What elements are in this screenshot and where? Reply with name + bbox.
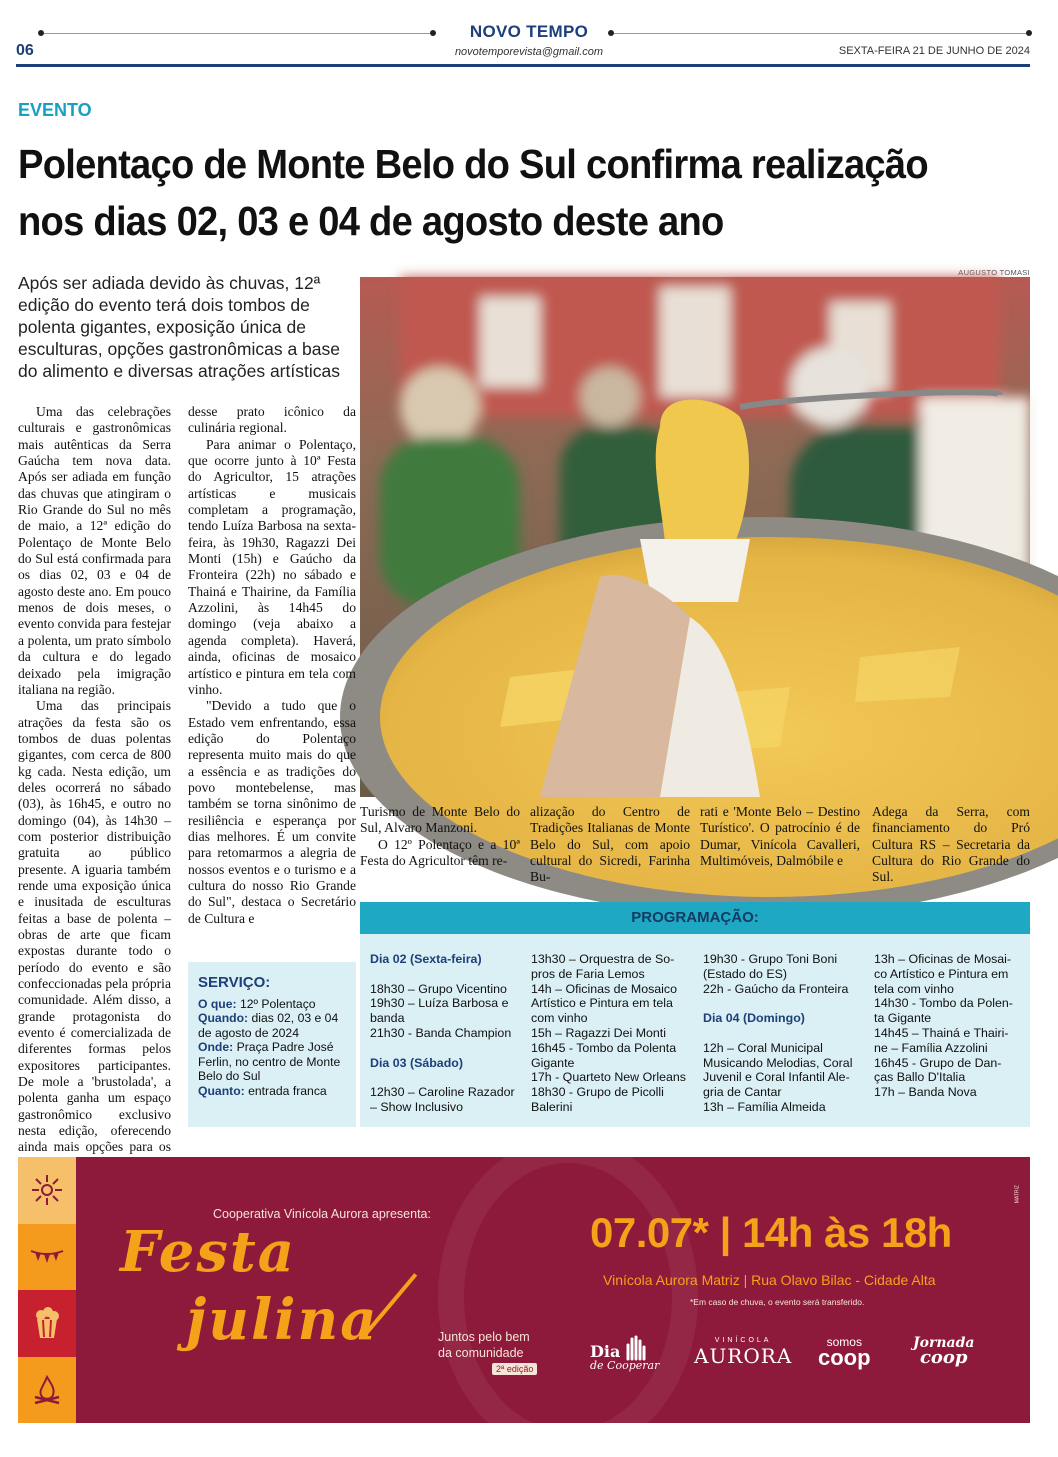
article-column-6 [872,804,1030,894]
schedule-item: banda [370,1011,405,1026]
schedule-item: Juvenil e Coral Infantil Ale- [703,1070,850,1085]
schedule-column-1 [370,952,530,1115]
ad-title-julina: julina [186,1287,379,1353]
service-where: Onde: Praça Padre José Ferlin, no centro de Monte Belo do Sul [198,1040,341,1083]
schedule-item: pros de Faria Lemos [531,966,645,981]
schedule-item: 13h – Oficinas de Mosai- [874,952,1012,966]
schedule-item: 17h – Banda Nova [874,1085,977,1100]
page-number: 06 [16,42,34,59]
issue-date: SEXTA-FEIRA 21 DE JUNHO DE 2024 [838,45,1030,57]
headline: Polentaço de Monte Belo do Sul confirma realização nos dias 02, 03 e 04 de agosto deste ano [18,141,928,244]
schedule-item: 19h30 – Luíza Barbosa e [370,996,509,1011]
schedule-item: com vinho [531,1011,588,1026]
somos-coop-logo: somos coop [818,1335,871,1370]
schedule-item: co Artístico e Pintura em [874,966,1009,981]
paragraph: Turismo de Monte Belo do Sul, Alvaro Manzoni. [360,804,520,836]
schedule-column-3 [703,952,868,1115]
article-column-2 [188,404,356,949]
paragraph: Adega da Serra, com financiamento do Pró Cultura RS – Secretaria da Cultura do Rio Grande do Sul. [872,804,1030,885]
schedule-item: 16h45 - Tombo da Polenta [531,1040,677,1055]
newspaper-email[interactable]: novotemporevista@gmail.com [454,46,604,58]
paragraph: rati e 'Monte Belo – Destino Turístico'. O patrocínio é de Dumar, Vinícola Cavalleri, Multimóveis, Dalmóbile e [700,804,860,869]
schedule-item: ne – Família Azzolini [874,1040,988,1055]
paragraph: desse prato icônico da culinária regional. [188,404,356,436]
ad-datetime: 07.07* | 14h às 18h [590,1209,952,1256]
section-kicker: EVENTO [18,100,92,120]
ad-tiny-label: MATRIZ [1014,1185,1020,1204]
vinicola-aurora-logo: VINÍCOLA AURORA [694,1337,793,1368]
schedule-item: ças Ballo D'Italia [874,1070,966,1085]
polenta-serving-photo-icon [360,277,1030,797]
service-price: Quanto: entrada franca [198,1083,327,1098]
ad-rain-note: *Em caso de chuva, o evento será transferido. [690,1297,865,1307]
article-column-3 [360,804,520,894]
schedule-day: Dia 02 (Sexta-feira) [370,952,482,966]
schedule-item: 18h30 - Grupo de Picolli [531,1085,664,1100]
jornada-coop-logo: Jornada coop [913,1335,975,1368]
header-rule [16,64,1030,67]
ad-title-festa: Festa [120,1219,297,1285]
schedule-item: 14h – Oficinas de Mosaico [531,981,678,996]
schedule-item: gria de Cantar [703,1085,782,1100]
schedule-item: 19h30 - Grupo Toni Boni [703,952,838,966]
schedule-item: 14h30 - Tombo da Polen- [874,996,1013,1011]
article-photo [360,277,1030,797]
schedule-item: 12h30 – Caroline Razador [370,1085,515,1100]
service-title: SERVIÇO: [198,974,271,991]
schedule-column-2 [531,952,696,1115]
schedule-item: 14h45 – Thainá e Thairi- [874,1025,1009,1040]
schedule-item: Artístico e Pintura em tela [531,996,673,1011]
paragraph: Uma das celebrações culturais e gastronômicas mais autênticas da Serra Gaúcha tem nova data. Após ser adiada em função das chuvas que atingiram o Rio Grande do Sul no mês de maio, a 12ª edição do Polentaço de Monte Belo do Sul está confirmada para os dias 02, 03 e 04 de agosto deste ano. Em pouco menos de dois meses, o evento convida para festejar a polenta, um prato símbolo da cultura e do legado deixado pela imigração italiana na região. [18,404,171,697]
paragraph: alização do Centro de Tradições Italianas de Monte Belo do Sul, com apoio cultural do Sicredi, Farinha Bu- [530,804,690,885]
schedule-item: 18h30 – Grupo Vicentino [370,981,507,996]
schedule-item: – Show Inclusivo [370,1099,463,1114]
schedule-day: Dia 04 (Domingo) [703,1011,805,1026]
schedule-item: 13h30 – Orquestra de So- [531,952,675,966]
schedule-item: ta Gigante [874,1011,932,1026]
ad-tagline: Juntos pelo bem da comunidade [438,1330,530,1360]
schedule-item: 17h - Quarteto New Orleans [531,1070,686,1085]
paragraph: Uma das principais atrações da festa são os tombos de duas polentas gigantes, com cerca de 800 kg cada. Nesta edição, um deles ocorrerá no sábado (03), às 16h45, e outro no domingo (04), às 14h30 – com posterior distribuição gratuita ao público presente. A iguaria também rende uma exposição única e inusitada de esculturas feitas a base de polenta – obras de arte que ficam expostas durante todo o período do evento e são confeccionadas pela própria comunidade. Além disso, a grande protagonista do evento é comercializada de diferentes formas pelos expositores participantes. De mole a 'brustolada', a polenta ganha um espaço gastronômico exclusivo nesta edição, oferecendo ainda mais opções para os [18,698,171,1155]
schedule-item: Balerini [531,1099,573,1114]
article-column-4 [530,804,690,894]
schedule-item: Gigante [531,1055,575,1070]
article-column-5 [700,804,860,894]
ad-decor-curve [438,1137,698,1457]
schedule-item: 12h – Coral Municipal [703,1040,823,1055]
popcorn-icon [18,1290,76,1357]
service-when: Quando: dias 02, 03 e 04 de agosto de 2024 [198,1011,339,1040]
paragraph: Para animar o Polentaço, que ocorre junto à 10ª Festa do Agricultor, 15 atrações artísticas e musicais completam a programação, tendo Luíza Barbosa na sexta-feira, às 19h30, Ragazzi Dei Monti (15h) e Gaúcho da Fronteira (22h) no sábado e Thainá e Thairine, da Família Azzolini, às 14h45 do domingo (veja abaixo a agenda completa). Haverá, ainda, oficinas de mosaico artístico e pintura em tela com vinho. [188,436,356,697]
ad-icon-strip [18,1157,76,1423]
ad-location: Vinícola Aurora Matriz | Rua Olavo Bilac - Cidade Alta [603,1272,936,1288]
schedule-item: 15h – Ragazzi Dei Monti [531,1025,666,1040]
paragraph: O 12º Polentaço e a 10ª Festa do Agricultor têm re- [360,836,520,869]
ad-presenter: Cooperativa Vinícola Aurora apresenta: [213,1207,431,1221]
schedule-item: tela com vinho [874,981,954,996]
schedule-item: 13h – Família Almeida [703,1099,826,1114]
sun-icon [18,1157,76,1224]
schedule-item: 22h - Gaúcho da Fronteira [703,981,849,996]
schedule-title: PROGRAMAÇÃO: [360,902,1030,934]
ad-edition-badge: 2ª edição [492,1363,537,1375]
article-lead: Após ser adiada devido às chuvas, 12ª edição do evento terá dois tombos de polenta gigantes, exposição única de esculturas, opções gastronômicas a base do alimento e diversas atrações artísticas [18,273,340,381]
schedule-day: Dia 03 (Sábado) [370,1055,463,1070]
service-box [188,962,356,1127]
photo-credit: AUGUSTO TOMASI [958,268,1030,277]
schedule-item: (Estado do ES) [703,966,788,981]
paragraph: "Devido a tudo que o Estado vem enfrentando, essa edição do Polentaço representa muito mais do que a essência e as tradições do povo montebelense, mas também se torna sinônimo de resiliência e esperança por dias melhores. É um convite para retomarmos a alegria de nossos eventos e o turismo e a cultura do nosso Rio Grande do Sul", destaca o Secretário de Cultura e [188,698,356,926]
article-column-1 [18,404,171,1155]
schedule-item: 21h30 - Banda Champion [370,1025,512,1040]
service-what: O que: 12º Polentaço [198,996,316,1011]
bunting-icon [18,1224,76,1291]
bonfire-icon [18,1357,76,1424]
dia-de-cooperar-logo: Dia de Cooperar [590,1333,659,1372]
newspaper-brand: NOVO TEMPO [469,22,589,41]
festa-julina-ad[interactable] [18,1157,1030,1423]
schedule-item: Musicando Melodias, Coral [703,1055,853,1070]
schedule-item: 16h45 - Grupo de Dan- [874,1055,1002,1070]
hand-icon [622,1333,648,1361]
schedule-column-4 [874,952,1026,1100]
